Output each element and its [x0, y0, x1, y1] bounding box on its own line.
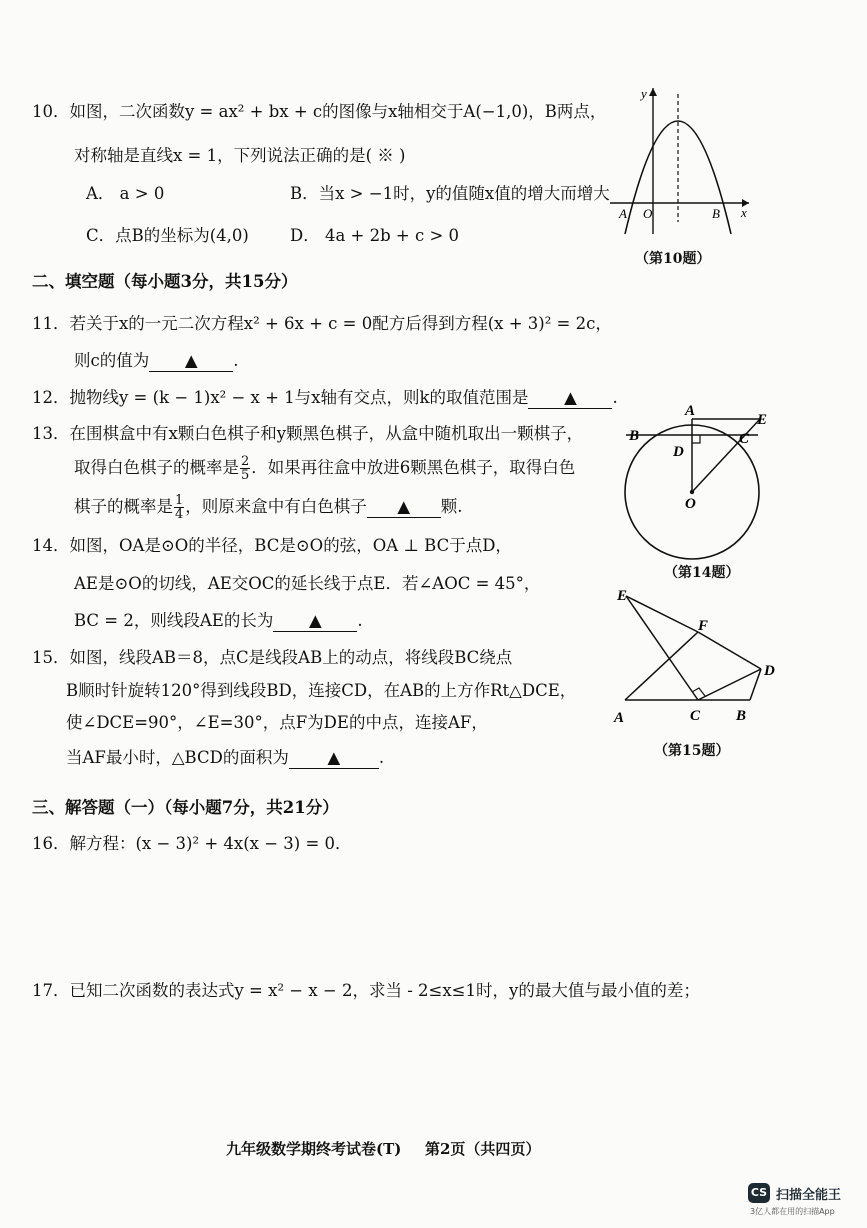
- q14-stem-line3: [74, 610, 363, 632]
- q12-text: 12．抛物线y = (k − 1)x² − x + 1与x轴有交点，则k的取值范围是: [32, 388, 529, 407]
- q14-fig-label-e: E: [757, 412, 768, 428]
- q10-fig-label-x: x: [741, 205, 747, 220]
- camscanner-tagline: 3亿人都在用的扫描App: [750, 1207, 835, 1216]
- q11-line2-end: .: [233, 351, 239, 370]
- section3-title: 三、解答题（一）（每小题7分，共21分）: [32, 798, 339, 817]
- q15-fig-label-c: C: [690, 708, 701, 724]
- q14-caption: （第14题）: [664, 565, 740, 581]
- q14-fig-label-a: A: [685, 403, 696, 419]
- q13-answer-blank[interactable]: [367, 499, 441, 518]
- q13-stem-line1: 13．在围棋盒中有x颗白色棋子和y颗黑色棋子，从盒中随机取出一颗棋子，: [32, 424, 584, 443]
- q10-stem-line1: 10．如图，二次函数y = ax² + bx + c的图像与x轴相交于A(−1,0)，B两点，: [32, 102, 607, 121]
- q16-stem: 16．解方程：(x − 3)² + 4x(x − 3) = 0．: [32, 834, 352, 853]
- q15-stem-line2: B顺时针旋转120°得到线段BD，连接CD，在AB的上方作Rt△DCE，: [66, 681, 577, 700]
- q13-frac1-den: 5: [241, 468, 250, 483]
- q17-answer-area[interactable]: [32, 1008, 832, 1118]
- q15-stem-line1: 15．如图，线段AB＝8，点C是线段AB上的动点，将线段BC绕点: [32, 648, 513, 667]
- section2-title: 二、填空题（每小题3分，共15分）: [32, 272, 298, 291]
- q14-stem-line2: AE是⊙O的切线，AE交OC的延长线于点E．若∠AOC = 45°，: [74, 574, 541, 593]
- q10-option-b: B．当x > −1时，y的值随x值的增大而增大: [290, 184, 610, 203]
- q10-option-c: C．点B的坐标为(4,0): [86, 226, 249, 245]
- q14-line3-text: BC = 2，则线段AE的长为: [74, 611, 274, 630]
- q15-fig-label-e: E: [617, 588, 628, 604]
- q12-blank-mark: ▲: [564, 388, 577, 407]
- q15-answer-blank[interactable]: [289, 750, 379, 769]
- q13-frac2-den: 4: [175, 507, 184, 522]
- q13-line3-text-b: ，则原来盒中有白色棋子: [185, 497, 367, 516]
- q14-line3-end: .: [357, 611, 363, 630]
- q11-line2-text: 则c的值为: [74, 351, 150, 370]
- q15-figure: [608, 580, 788, 730]
- q13-line2-text-a: 取得白色棋子的概率是: [74, 458, 239, 477]
- camscanner-logo: CS: [748, 1183, 770, 1203]
- q15-fig-label-b: B: [736, 708, 747, 724]
- q11-stem-line1: 11．若关于x的一元二次方程x² + 6x + c = 0配方后得到方程(x + 3)² = 2c，: [32, 314, 612, 333]
- q10-option-a: A． a > 0: [86, 184, 165, 203]
- q15-caption: （第15题）: [654, 743, 730, 759]
- q13-line3-text-a: 棋子的概率是: [74, 497, 173, 516]
- q12-answer-blank[interactable]: [528, 390, 612, 409]
- q13-stem-line3: [74, 494, 463, 521]
- q10-stem-line2: 对称轴是直线x = 1，下列说法正确的是( ※ ): [74, 146, 406, 165]
- q15-stem-line3: 使∠DCE=90°，∠E=30°，点F为DE的中点，连接AF，: [66, 713, 488, 732]
- q15-fig-label-a: A: [614, 710, 625, 726]
- q10-fig-label-y: y: [641, 86, 647, 101]
- q11-stem-line2: [74, 350, 239, 372]
- q10-caption: （第10题）: [635, 251, 711, 267]
- q15-fig-label-d: D: [764, 663, 775, 679]
- q10-fig-label-b: B: [712, 206, 720, 221]
- q13-line3-text-c: 颗.: [440, 497, 463, 516]
- q14-blank-mark: ▲: [308, 611, 322, 630]
- q14-answer-blank[interactable]: [273, 613, 357, 632]
- q13-line2-text-b: ．如果再往盒中放进6颗黑色棋子，取得白色: [251, 458, 576, 477]
- footer-exam-title: 九年级数学期终考试卷(T): [226, 1140, 402, 1158]
- q13-fraction-2: [174, 494, 184, 521]
- q15-blank-mark: ▲: [327, 748, 341, 767]
- q17-stem: 17．已知二次函数的表达式y = x² − x − 2，求当 - 2≤x≤1时，y的最大值与最小值的差；: [32, 981, 700, 1000]
- q13-frac1-num: 2: [241, 454, 250, 469]
- q14-fig-label-o: O: [685, 496, 696, 512]
- q15-line4-end: .: [378, 748, 385, 767]
- q10-option-d: D． 4a + 2b + c > 0: [290, 226, 460, 245]
- q14-stem-line1: 14．如图，OA是⊙O的半径，BC是⊙O的弦，OA ⊥ BC于点D，: [32, 536, 512, 555]
- q14-fig-label-c: C: [739, 431, 750, 447]
- q14-circle-figure: [615, 400, 795, 570]
- footer-page-number: 第2页（共四页）: [425, 1140, 541, 1158]
- q14-fig-label-d: D: [673, 444, 684, 460]
- q15-line4-text: 当AF最小时，△BCD的面积为: [66, 748, 289, 767]
- q12-stem: [32, 387, 618, 409]
- q10-fig-label-a: A: [619, 206, 627, 221]
- q15-stem-line4: [66, 747, 384, 769]
- q13-frac2-num: 1: [175, 493, 184, 508]
- q13-stem-line2: [74, 455, 575, 482]
- q10-fig-label-o: O: [643, 206, 653, 221]
- q11-answer-blank[interactable]: [149, 353, 233, 372]
- q10-parabola-figure: [605, 82, 755, 237]
- q14-fig-label-b: B: [629, 428, 640, 444]
- q13-fraction-1: [240, 455, 250, 482]
- q11-blank-mark: ▲: [184, 351, 198, 370]
- q12-end: .: [612, 388, 618, 407]
- q15-fig-label-f: F: [698, 618, 709, 634]
- q13-blank-mark: ▲: [397, 497, 411, 516]
- camscanner-brand: 扫描全能王: [776, 1188, 842, 1203]
- q16-answer-area[interactable]: [32, 860, 832, 970]
